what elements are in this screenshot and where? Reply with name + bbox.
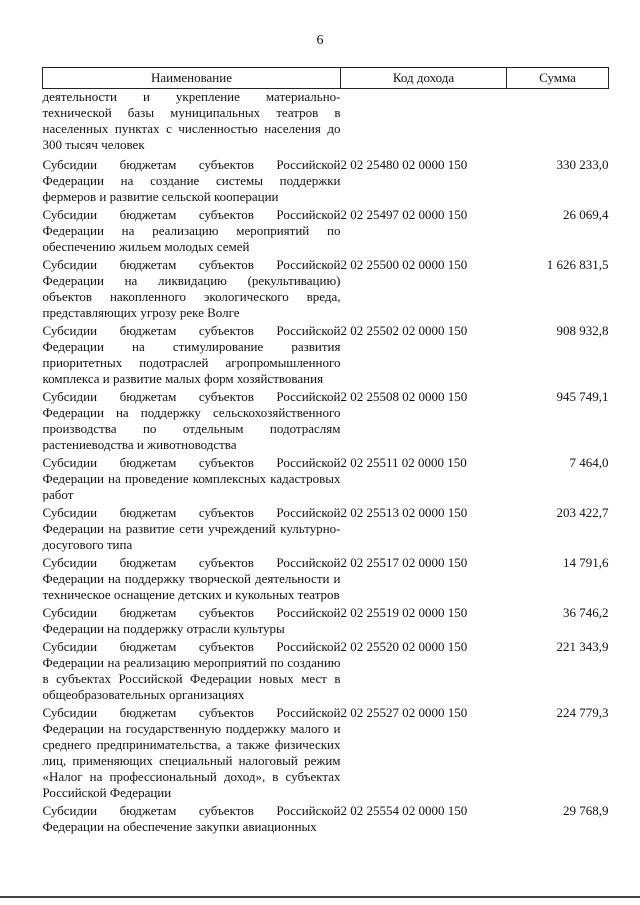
row-name: Субсидии бюджетам субъектов Российской Федерации на поддержку отрасли культуры	[42, 605, 341, 636]
header-name: Наименование	[43, 68, 341, 89]
row-code: 2 02 25502 02 0000 150	[340, 323, 468, 338]
row-sum: 26 069,4	[563, 207, 609, 222]
row-name: Субсидии бюджетам субъектов Российской Федерации на развитие сети учреждений культурно-досугового типа	[42, 505, 341, 552]
row-code: 2 02 25497 02 0000 150	[340, 207, 468, 222]
row-sum: 221 343,9	[556, 639, 609, 654]
row-code: 2 02 25517 02 0000 150	[340, 555, 468, 570]
table-row	[43, 322, 609, 388]
table-row	[43, 89, 609, 157]
row-code: 2 02 25500 02 0000 150	[340, 257, 468, 272]
header-code: Код дохода	[341, 68, 507, 89]
row-code	[341, 89, 507, 157]
row-name: Субсидии бюджетам субъектов Российской Федерации на государственную поддержку малого и среднего предпринимательства, а также физических лиц, применяющих специальный налоговый режим «Налог на профессиональный доход», в субъектах Российской Федерации	[42, 705, 341, 800]
row-code: 2 02 25511 02 0000 150	[340, 455, 467, 470]
row-sum: 36 746,2	[563, 605, 609, 620]
header-sum: Сумма	[507, 68, 609, 89]
row-name: Субсидии бюджетам субъектов Российской Федерации на ликвидацию (рекультивацию) объектов накопленного экологического вреда, представляющих угрозу реке Волге	[42, 257, 341, 320]
row-name: Субсидии бюджетам субъектов Российской Федерации на стимулирование развития приоритетных подотраслей агропромышленного комплекса и развитие малых форм хозяйствования	[42, 323, 341, 386]
page-bottom-edge	[0, 896, 640, 898]
row-sum: 29 768,9	[563, 803, 609, 818]
table-row	[43, 604, 609, 638]
row-name: Субсидии бюджетам субъектов Российской Федерации на создание системы поддержки фермеров и развитие сельской кооперации	[42, 157, 341, 204]
row-sum: 945 749,1	[556, 389, 609, 404]
table-row	[43, 454, 609, 504]
row-sum: 7 464,0	[569, 455, 609, 470]
page-number: 6	[316, 33, 324, 48]
table-row	[43, 638, 609, 704]
table-header-row	[43, 68, 609, 89]
row-sum: 330 233,0	[556, 157, 609, 172]
table-row	[43, 256, 609, 322]
row-name: Субсидии бюджетам субъектов Российской Федерации на реализацию мероприятий по обеспечению жильем молодых семей	[42, 207, 341, 254]
row-sum: 908 932,8	[556, 323, 609, 338]
table-row	[43, 206, 609, 256]
row-name: Субсидии бюджетам субъектов Российской Федерации на реализацию мероприятий по созданию в субъектах Российской Федерации новых мест в общеобразовательных организациях	[42, 639, 341, 702]
row-sum: 14 791,6	[563, 555, 609, 570]
row-name: Субсидии бюджетам субъектов Российской Федерации на поддержку сельскохозяйственного производства по отдельным подотраслям растениеводства и животноводства	[42, 389, 341, 452]
row-code: 2 02 25480 02 0000 150	[340, 157, 468, 172]
row-name: Субсидии бюджетам субъектов Российской Федерации на обеспечение закупки авиационных	[42, 803, 341, 834]
row-code: 2 02 25520 02 0000 150	[340, 639, 468, 654]
row-code: 2 02 25519 02 0000 150	[340, 605, 468, 620]
table-row	[43, 388, 609, 454]
row-name: Субсидии бюджетам субъектов Российской Федерации на проведение комплексных кадастровых работ	[42, 455, 341, 502]
budget-revenue-table	[42, 67, 609, 836]
table-row	[43, 156, 609, 206]
table-row	[43, 802, 609, 836]
table-row	[43, 504, 609, 554]
row-name: деятельности и укрепление материально-технической базы муниципальных театров в населенных пунктах с численностью населения до 300 тысяч человек	[42, 89, 341, 152]
row-name: Субсидии бюджетам субъектов Российской Федерации на поддержку творческой деятельности и техническое оснащение детских и кукольных театров	[42, 555, 341, 602]
row-code: 2 02 25527 02 0000 150	[340, 705, 468, 720]
row-code: 2 02 25513 02 0000 150	[340, 505, 468, 520]
row-code: 2 02 25554 02 0000 150	[340, 803, 468, 818]
row-sum: 1 626 831,5	[546, 257, 609, 272]
row-sum: 203 422,7	[556, 505, 609, 520]
table-row	[43, 554, 609, 604]
row-sum: 224 779,3	[556, 705, 609, 720]
row-code: 2 02 25508 02 0000 150	[340, 389, 468, 404]
table-row	[43, 704, 609, 802]
row-sum	[507, 89, 609, 157]
